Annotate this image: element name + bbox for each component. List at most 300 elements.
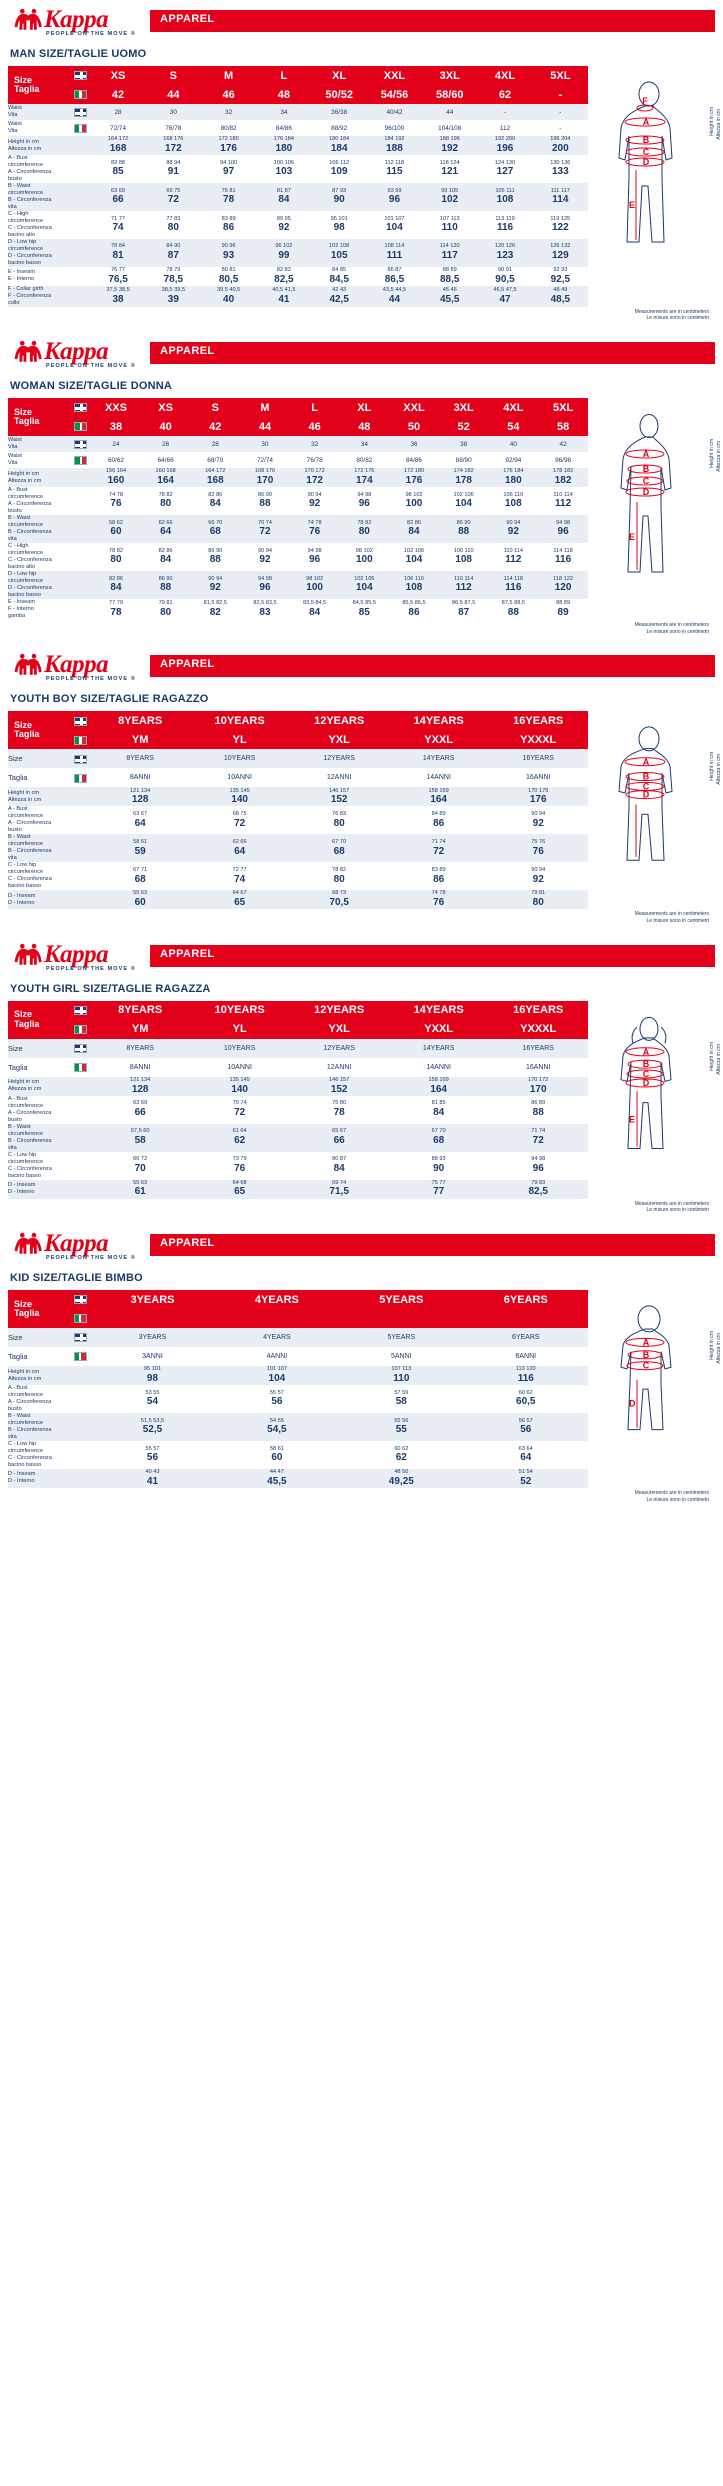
cell-4-8 <box>489 515 539 543</box>
cell-2-1 <box>146 136 201 155</box>
cell-value: 90 <box>433 1162 445 1174</box>
cell-range: 106 110 <box>404 575 424 582</box>
cell-range: 80 81 <box>221 266 236 273</box>
cell-value: 72 <box>532 1134 544 1146</box>
cell-range: 73 79 <box>232 1156 247 1163</box>
uk-flag-icon <box>70 1328 90 1347</box>
cell-range: 112 118 <box>384 159 405 166</box>
cell-3-3 <box>240 487 290 515</box>
cell-value: 60,5 <box>516 1396 536 1408</box>
cell-2-2 <box>339 1413 463 1441</box>
cell-3-3 <box>389 1152 489 1180</box>
cell-range: 118 124 <box>439 159 460 166</box>
brand-header <box>0 338 723 372</box>
cell-4-3 <box>240 515 290 543</box>
figure-woman <box>587 404 722 594</box>
row-label-7: E - Inseam F - Interno gamba <box>8 598 36 619</box>
empty-cell <box>70 239 90 267</box>
cell-4-3 <box>389 890 489 909</box>
cell-2-2 <box>289 834 389 862</box>
cell-value: 92 <box>309 498 321 510</box>
cell-range: 79 81 <box>531 890 546 897</box>
empty-cell <box>71 571 91 599</box>
cell-range: 38,5 39,5 <box>161 286 185 293</box>
table-row <box>8 436 588 452</box>
cell-range: 90 91 <box>498 266 513 273</box>
cell-7-8 <box>533 267 588 286</box>
cell-value: 72 <box>234 1106 246 1118</box>
size-header-en-3: 14YEARS <box>389 711 489 730</box>
it-flag-icon <box>70 120 90 136</box>
cell-value: 71,5 <box>329 1186 349 1198</box>
cell-range: 92 93 <box>553 266 568 273</box>
cell-value: 108 <box>455 554 472 566</box>
cell-value: 84,5 <box>329 273 349 285</box>
cell-5-7 <box>477 211 532 239</box>
cell-value: 96 <box>259 582 271 594</box>
cell-value: 164 <box>430 794 447 806</box>
cell-range: 101 107 <box>266 1366 288 1373</box>
cell-4-2 <box>190 515 240 543</box>
svg-text:C: C <box>642 476 650 487</box>
cell-value: 127 <box>496 166 514 178</box>
table-row <box>8 1469 588 1488</box>
cell-value: 76,5 <box>108 273 128 285</box>
cell-value: 121 <box>441 166 459 178</box>
size-header-en-8: 4XL <box>489 398 539 417</box>
cell-3-0 <box>90 862 190 890</box>
cell-2-4 <box>488 834 588 862</box>
cell-5-3 <box>240 543 290 571</box>
cell-value: 164 <box>157 475 174 486</box>
row-label-0: Waist Vita <box>8 105 22 118</box>
kappa-tagline: PEOPLE ON THE MOVE ® <box>46 1255 136 1262</box>
cell-value: 111 <box>386 250 403 262</box>
cell-5-2 <box>201 211 256 239</box>
cell-range: 111 117 <box>550 187 570 194</box>
cell-5-8 <box>533 211 588 239</box>
size-header-it-4: 46 <box>290 417 340 436</box>
size-header-en-0: 8YEARS <box>90 1001 190 1020</box>
kappa-logo <box>10 651 150 685</box>
cell-range: 48 50 <box>394 1469 409 1476</box>
cell-4-0 <box>90 1180 190 1199</box>
cell-value: 140 <box>231 794 248 806</box>
row-label-3: A - Bust circumference A - Circonferenza busto <box>8 155 52 182</box>
cell-4-5 <box>367 183 422 211</box>
cell-range: 164 172 <box>205 468 226 475</box>
svg-text:A: A <box>642 1046 650 1057</box>
cell-value: 41 <box>146 1475 159 1487</box>
measurement-note-en: Measurements are in centimeters <box>634 621 709 628</box>
cell-4-0 <box>90 1469 214 1488</box>
table-row <box>8 1077 588 1096</box>
cell-value: 84 <box>333 1162 345 1174</box>
cell-3-4 <box>312 155 367 183</box>
subheader-value-1-2: 12ANNI <box>326 774 352 782</box>
size-header-en-6: XXL <box>389 398 439 417</box>
table-row <box>8 120 588 136</box>
cell-0-0 <box>90 787 190 806</box>
cell-value: 152 <box>330 794 348 806</box>
cell-range: 69 74 <box>332 1179 347 1186</box>
table-row <box>8 211 588 239</box>
size-header-en-6: 3XL <box>422 66 477 85</box>
apparel-label: APPAREL <box>160 658 215 671</box>
cell-value: 85 <box>358 606 370 618</box>
cell-range: 83 89 <box>431 866 446 873</box>
cell-range: 90 94 <box>208 575 223 582</box>
cell-range: 87,5 88,5 <box>501 600 525 607</box>
table-row <box>8 183 588 211</box>
cell-value: 108 <box>405 582 423 594</box>
cell-5-4 <box>312 211 367 239</box>
figure-boy <box>587 717 722 867</box>
cell-range: 86 90 <box>208 547 223 554</box>
kappa-omini-icon <box>10 1232 42 1263</box>
subheader-value-1-2: 5ANNI <box>391 1353 412 1361</box>
cell-value: 115 <box>386 166 403 178</box>
size-header-en-7: 3XL <box>439 398 489 417</box>
subheader-value-1-3: 14ANNI <box>426 774 451 782</box>
svg-text:A: A <box>642 117 650 127</box>
cell-range: 170 179 <box>528 787 549 794</box>
cell-1-3: 72/74 <box>256 456 273 464</box>
table-row <box>8 543 588 571</box>
cell-range: 110 114 <box>553 491 573 498</box>
size-header-en-2: 5YEARS <box>339 1290 463 1309</box>
table-row <box>8 1152 588 1180</box>
cell-range: 66 70 <box>208 519 223 526</box>
cell-value: 74 <box>112 222 124 234</box>
cell-value: 64 <box>234 845 246 857</box>
empty-cell <box>70 183 90 211</box>
svg-text:C: C <box>642 147 650 157</box>
kappa-tagline: PEOPLE ON THE MOVE ® <box>46 965 136 972</box>
header-size-label: Size Taglia <box>8 66 70 104</box>
it-flag-icon <box>70 1058 90 1077</box>
uk-flag-icon <box>70 711 90 730</box>
cell-0-4 <box>488 787 588 806</box>
table-wrap-kid <box>0 1290 723 1503</box>
cell-value: 68 <box>333 845 345 857</box>
table-wrap-youth-girl <box>0 1001 723 1214</box>
cell-range: 196 204 <box>550 136 571 143</box>
brand-header <box>0 941 723 975</box>
cell-range: 99 105 <box>441 187 459 194</box>
cell-value: 52,5 <box>142 1424 163 1436</box>
cell-value: 87 <box>167 250 179 262</box>
cell-range: 121 134 <box>130 787 151 794</box>
svg-text:D: D <box>642 790 650 801</box>
row-label-1: Waist Vita <box>8 121 22 134</box>
cell-range: 174 182 <box>453 468 474 475</box>
subheader-value-1-1: 10ANNI <box>227 1063 252 1071</box>
size-header-en-4: XL <box>312 66 367 85</box>
measurement-note-en: Measurements are in centimeters <box>634 1489 709 1496</box>
cell-range: 46,5 47,5 <box>493 286 517 293</box>
cell-4-0 <box>90 890 190 909</box>
cell-value: 122 <box>551 222 569 234</box>
cell-value: 70,5 <box>329 897 349 909</box>
cell-range: 108 114 <box>384 243 405 250</box>
cell-range: 176 184 <box>273 136 294 143</box>
subheader-value-0-3: 14YEARS <box>422 1044 455 1052</box>
section-youth-girl <box>0 941 723 1224</box>
size-header-en-3: 6YEARS <box>464 1290 588 1309</box>
cell-value: 56 <box>146 1452 159 1464</box>
cell-0-0 <box>90 1366 214 1385</box>
size-header-en-7: 4XL <box>477 66 532 85</box>
cell-range: 82 83 <box>276 266 291 273</box>
cell-4-2 <box>289 1180 389 1199</box>
subheader-label-1: Taglia <box>8 773 28 783</box>
cell-3-2 <box>190 487 240 515</box>
empty-cell <box>70 1469 90 1488</box>
cell-2-6 <box>422 136 477 155</box>
subheader-value-0-4: 16YEARS <box>522 1044 554 1052</box>
cell-value: 98 <box>333 222 345 234</box>
subheader-value-0-1: 4YEARS <box>263 1334 291 1342</box>
cell-0-9: 42 <box>559 440 567 448</box>
cell-1-5: 96/100 <box>384 124 405 132</box>
table-row <box>8 862 588 890</box>
section-man <box>0 6 723 332</box>
cell-range: 105 111 <box>495 187 515 194</box>
cell-value: 62 <box>395 1452 407 1464</box>
cell-value: 45,5 <box>267 1475 287 1487</box>
cell-1-2: 80/82 <box>220 124 237 132</box>
table-row <box>8 1180 588 1199</box>
brand-header <box>0 6 723 40</box>
section-separator <box>0 1214 723 1224</box>
cell-value: 65 <box>234 897 246 909</box>
row-label-2: B - Waist circumference B - Circonferenza vita <box>8 1412 52 1440</box>
height-label-it: Altezza in cm <box>716 441 722 472</box>
size-table-woman <box>8 398 588 620</box>
kappa-tagline: PEOPLE ON THE MOVE ® <box>46 676 136 683</box>
cell-value: 92,5 <box>550 273 571 285</box>
cell-range: 164 172 <box>107 136 129 143</box>
size-table-kid <box>8 1290 588 1488</box>
size-header-en-5: XL <box>339 398 389 417</box>
cell-range: 184 192 <box>384 136 405 143</box>
table-row <box>8 239 588 267</box>
cell-value: 100 <box>405 498 423 510</box>
cell-2-5 <box>339 468 389 487</box>
cell-2-4 <box>312 136 367 155</box>
kappa-wordmark: Kappa <box>44 940 109 968</box>
cell-range: 70 74 <box>232 1100 247 1107</box>
row-label-2: Height in cm Altezza in cm <box>8 138 42 152</box>
cell-3-4 <box>488 1152 588 1180</box>
cell-value: 38 <box>112 293 124 305</box>
cell-value: 82 <box>209 606 221 618</box>
cell-6-3 <box>256 239 311 267</box>
cell-5-8 <box>489 543 539 571</box>
cell-0-3 <box>464 1366 588 1385</box>
cell-1-0 <box>90 1096 190 1124</box>
cell-7-9 <box>538 599 588 620</box>
cell-value: 86 <box>433 873 445 885</box>
cell-2-3 <box>240 468 290 487</box>
table-row <box>8 286 588 307</box>
cell-value: 182 <box>554 475 572 486</box>
row-label-2: B - Waist circumference B - Circonferenza vita <box>8 1123 52 1151</box>
cell-value: 72 <box>167 194 179 206</box>
cell-value: 105 <box>330 250 348 262</box>
cell-0-0: 24 <box>112 440 120 448</box>
cell-range: 178 182 <box>552 468 574 475</box>
cell-1-9: 96/98 <box>555 456 572 464</box>
kappa-logo <box>10 338 150 372</box>
cell-value: 96 <box>309 554 321 566</box>
cell-value: 74 <box>234 873 246 885</box>
cell-value: 180 <box>504 475 522 486</box>
cell-1-2: 68/70 <box>207 456 224 464</box>
cell-value: 56 <box>271 1396 283 1408</box>
cell-value: 172 <box>306 475 323 486</box>
table-row <box>8 1366 588 1385</box>
cell-1-7: 88/90 <box>455 456 472 464</box>
empty-cell <box>70 1096 90 1124</box>
cell-3-5 <box>339 487 389 515</box>
cell-range: 88 89 <box>556 600 571 607</box>
subheader-value-1-0: 3ANNI <box>142 1353 163 1361</box>
cell-range: 130 136 <box>550 159 571 166</box>
cell-value: 92 <box>278 222 290 234</box>
cell-range: 53 55 <box>145 1389 160 1396</box>
subheader-value-0-4: 16YEARS <box>522 755 554 763</box>
size-header-it-0: 42 <box>90 85 145 104</box>
cell-range: 118 122 <box>553 575 573 582</box>
cell-8-2 <box>201 286 256 307</box>
cell-value: 88 <box>259 498 271 510</box>
cell-value: 114 <box>552 194 569 206</box>
cell-range: 39,5 40,5 <box>216 286 241 293</box>
size-header-it-2: YXL <box>289 730 389 749</box>
cell-value: 80 <box>333 873 345 885</box>
cell-value: 60 <box>271 1452 283 1464</box>
cell-2-0 <box>90 1413 214 1441</box>
cell-range: 87 93 <box>332 187 347 194</box>
size-header-it-6: 58/60 <box>422 85 477 104</box>
cell-7-8 <box>489 599 539 620</box>
row-label-6: D - Low hip circumference D - Circonferenza bacino basso <box>8 571 52 598</box>
cell-1-8: - <box>559 124 562 132</box>
cell-range: 90 96 <box>221 243 236 250</box>
it-flag-icon <box>70 730 90 749</box>
subheader-value-1-3: 14ANNI <box>426 1063 451 1071</box>
cell-0-1 <box>215 1366 339 1385</box>
table-row <box>8 1441 588 1469</box>
cell-value: 60 <box>110 526 122 538</box>
cell-value: 80 <box>110 554 122 566</box>
kappa-omini-icon <box>10 943 42 974</box>
cell-4-1 <box>215 1469 339 1488</box>
cell-value: 76 <box>110 498 122 510</box>
cell-range: 67 70 <box>332 839 347 846</box>
header-size-label: Size Taglia <box>8 1001 70 1039</box>
cell-value: 104 <box>405 554 423 566</box>
cell-5-1 <box>141 543 191 571</box>
header-size-label: Size Taglia <box>8 398 71 436</box>
cell-0-2 <box>289 1077 389 1096</box>
cell-value: 184 <box>330 142 348 154</box>
row-label-4: B - Waist circumference B - Circonferenza vita <box>8 515 52 543</box>
cell-value: 76 <box>532 845 544 857</box>
brand-header <box>0 651 723 685</box>
cell-2-1 <box>190 834 290 862</box>
cell-range: 82 86 <box>158 547 173 554</box>
cell-7-0 <box>91 599 141 620</box>
cell-5-2 <box>190 543 240 571</box>
it-flag-icon <box>71 452 91 468</box>
cell-0-3: 30 <box>261 440 269 448</box>
figure-girl <box>587 1007 722 1157</box>
header-red-bar <box>150 10 715 32</box>
cell-7-3 <box>256 267 311 286</box>
cell-value: 112 <box>555 498 572 510</box>
row-label-3: C - Low hip circumference C - Circonferenza bacino basso <box>8 1151 52 1179</box>
cell-range: 55 57 <box>145 1445 160 1452</box>
cell-value: 140 <box>231 1083 248 1095</box>
cell-range: 160 168 <box>155 468 176 475</box>
cell-range: 57 59 <box>394 1389 409 1396</box>
table-wrap-youth-boy <box>0 711 723 924</box>
table-row <box>8 487 588 515</box>
cell-range: 113 120 <box>515 1366 536 1373</box>
cell-0-2: 28 <box>211 440 219 448</box>
cell-value: 64 <box>520 1452 532 1464</box>
cell-range: 83,5 84,5 <box>302 600 327 607</box>
cell-range: 89 95 <box>276 215 291 222</box>
cell-1-1 <box>190 806 290 834</box>
cell-6-0 <box>90 239 145 267</box>
cell-3-9 <box>538 487 588 515</box>
cell-2-9 <box>538 468 588 487</box>
measurement-note-it: Le misure sono in centimetri <box>646 628 709 635</box>
cell-2-3 <box>389 1124 489 1152</box>
cell-7-3 <box>240 599 290 620</box>
empty-cell <box>70 1385 90 1413</box>
cell-1-6: 84/86 <box>405 456 422 464</box>
cell-value: 80 <box>167 222 179 234</box>
cell-range: 63 67 <box>133 811 148 818</box>
size-header-en-1: 4YEARS <box>215 1290 339 1309</box>
cell-0-2 <box>339 1366 463 1385</box>
cell-3-2 <box>201 155 256 183</box>
cell-4-7 <box>477 183 532 211</box>
cell-range: 176 184 <box>503 468 524 475</box>
cell-value: 62 <box>234 1134 246 1146</box>
cell-4-8 <box>533 183 588 211</box>
cell-range: 55 63 <box>133 1179 148 1186</box>
svg-text:F: F <box>642 96 648 106</box>
cell-3-3 <box>256 155 311 183</box>
cell-value: 61 <box>134 1186 146 1198</box>
subheader-value-0-0: 3YEARS <box>138 1334 167 1342</box>
size-header-it-1 <box>215 1309 339 1328</box>
table-row <box>8 452 588 468</box>
size-header-en-9: 5XL <box>538 398 588 417</box>
cell-value: 66 <box>333 1134 345 1146</box>
cell-value: 128 <box>131 1083 149 1095</box>
cell-range: 192 200 <box>494 136 516 143</box>
cell-range: 76 83 <box>332 811 347 818</box>
kappa-wordmark: Kappa <box>44 1230 109 1258</box>
cell-range: 86 90 <box>158 575 173 582</box>
